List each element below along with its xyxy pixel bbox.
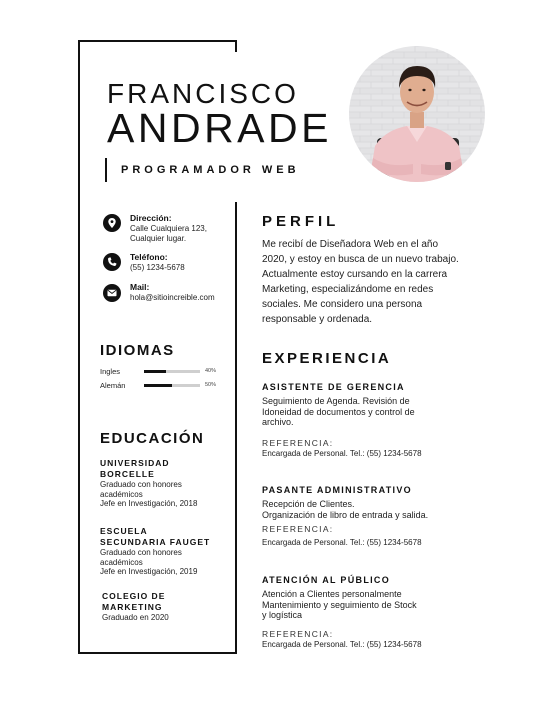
language-name: Alemán [100,381,126,390]
experience-item [262,485,492,547]
experience-title: EXPERIENCIA [262,350,392,367]
job-description-line: archivo. [262,417,294,427]
profile-photo [349,46,485,182]
language-percent: 40% [205,368,217,374]
address-line-1: Calle Cualquiera 123, [130,224,207,233]
position-accent-bar [105,158,107,182]
address-label: Dirección: [130,213,172,223]
school-name-line: BORCELLE [100,469,155,479]
job-description-line: Idoneidad de documentos y control de [262,406,415,417]
phone-icon [103,253,121,271]
job-description [262,396,472,428]
profile-line: sociales. Me considero una persona [262,299,423,310]
job-description-line: Seguimiento de Agenda. Revisión de [262,396,410,406]
job-title: ASISTENTE DE GERENCIA [262,382,405,392]
profile-line: 2020, y estoy en busca de un nuevo trabajo. [262,254,459,265]
job-description [262,499,492,520]
job-description-line: y logística [262,610,303,620]
job-description-line: Mantenimiento y seguimiento de Stock [262,599,417,610]
phone-value: (55) 1234-5678 [130,263,185,272]
school-name-line: SECUNDARIA FAUGET [100,537,211,547]
education-detail: Jefe en Investigación, 2018 [100,499,198,508]
address-line-2: Cualquier lugar. [130,234,187,243]
position-title: PROGRAMADOR WEB [121,164,300,176]
last-name: ANDRADE [107,105,332,151]
profile-text [262,237,502,327]
languages-title: IDIOMAS [100,342,175,359]
reference-label: REFERENCIA: [262,524,334,534]
frame-left-line [78,40,80,654]
education-detail: Jefe en Investigación, 2019 [100,567,198,576]
education-item [100,458,230,509]
education-detail: Graduado en 2020 [102,613,169,622]
job-title: ATENCIÓN AL PÚBLICO [262,575,391,585]
experience-item [262,382,472,458]
language-level-fill [144,384,172,387]
reference-label: REFERENCIA: [262,628,334,639]
reference-value: Encargada de Personal. Tel.: (55) 1234-5678 [262,538,422,547]
first-name: FRANCISCO [107,78,299,109]
job-description-line: Atención a Clientes personalmente [262,589,402,599]
education-detail: académicos [100,489,143,499]
language-percent: 50% [205,382,217,388]
mail-value: hola@sitioincreible.com [130,293,215,302]
location-pin-icon [103,214,121,232]
education-detail: Graduado con honores [100,548,182,557]
education-title: EDUCACIÓN [100,430,205,447]
education-detail: Graduado con honores [100,480,182,489]
experience-item [262,575,472,649]
mail-icon [103,284,121,302]
language-level-bar [144,370,200,373]
language-level-fill [144,370,166,373]
frame-right-line-top [235,40,237,52]
reference-value: Encargada de Personal. Tel.: (55) 1234-5678 [262,639,422,649]
job-description [262,589,472,621]
language-name: Ingles [100,367,121,376]
job-description-line: Recepción de Clientes. [262,499,355,509]
education-item [102,591,232,623]
profile-line: Me recibí de Diseñadora Web en el año [262,239,439,250]
profile-line: Marketing, especializándome en redes [262,284,434,295]
reference-label: REFERENCIA: [262,437,334,448]
frame-right-line-bottom [235,202,237,654]
school-name-line: COLEGIO DE [102,591,166,601]
frame-bottom-line [78,652,237,654]
profile-line: Actualmente estoy cursando en la carrera [262,269,448,280]
job-description-line: Organización de libro de entrada y salida. [262,509,429,520]
education-item [100,526,230,577]
school-name-line: UNIVERSIDAD [100,458,170,468]
frame-top-line [78,40,237,42]
education-detail: académicos [100,557,143,567]
job-title: PASANTE ADMINISTRATIVO [262,485,412,495]
profile-title: PERFIL [262,213,340,230]
school-name-line: ESCUELA [100,526,148,536]
language-level-bar [144,384,200,387]
reference-value: Encargada de Personal. Tel.: (55) 1234-5678 [262,448,422,458]
profile-photo-illustration [349,46,485,182]
phone-label: Teléfono: [130,252,168,262]
school-name-line: MARKETING [102,602,163,612]
mail-label: Mail: [130,282,150,292]
profile-line: responsable y ordenada. [262,314,373,325]
